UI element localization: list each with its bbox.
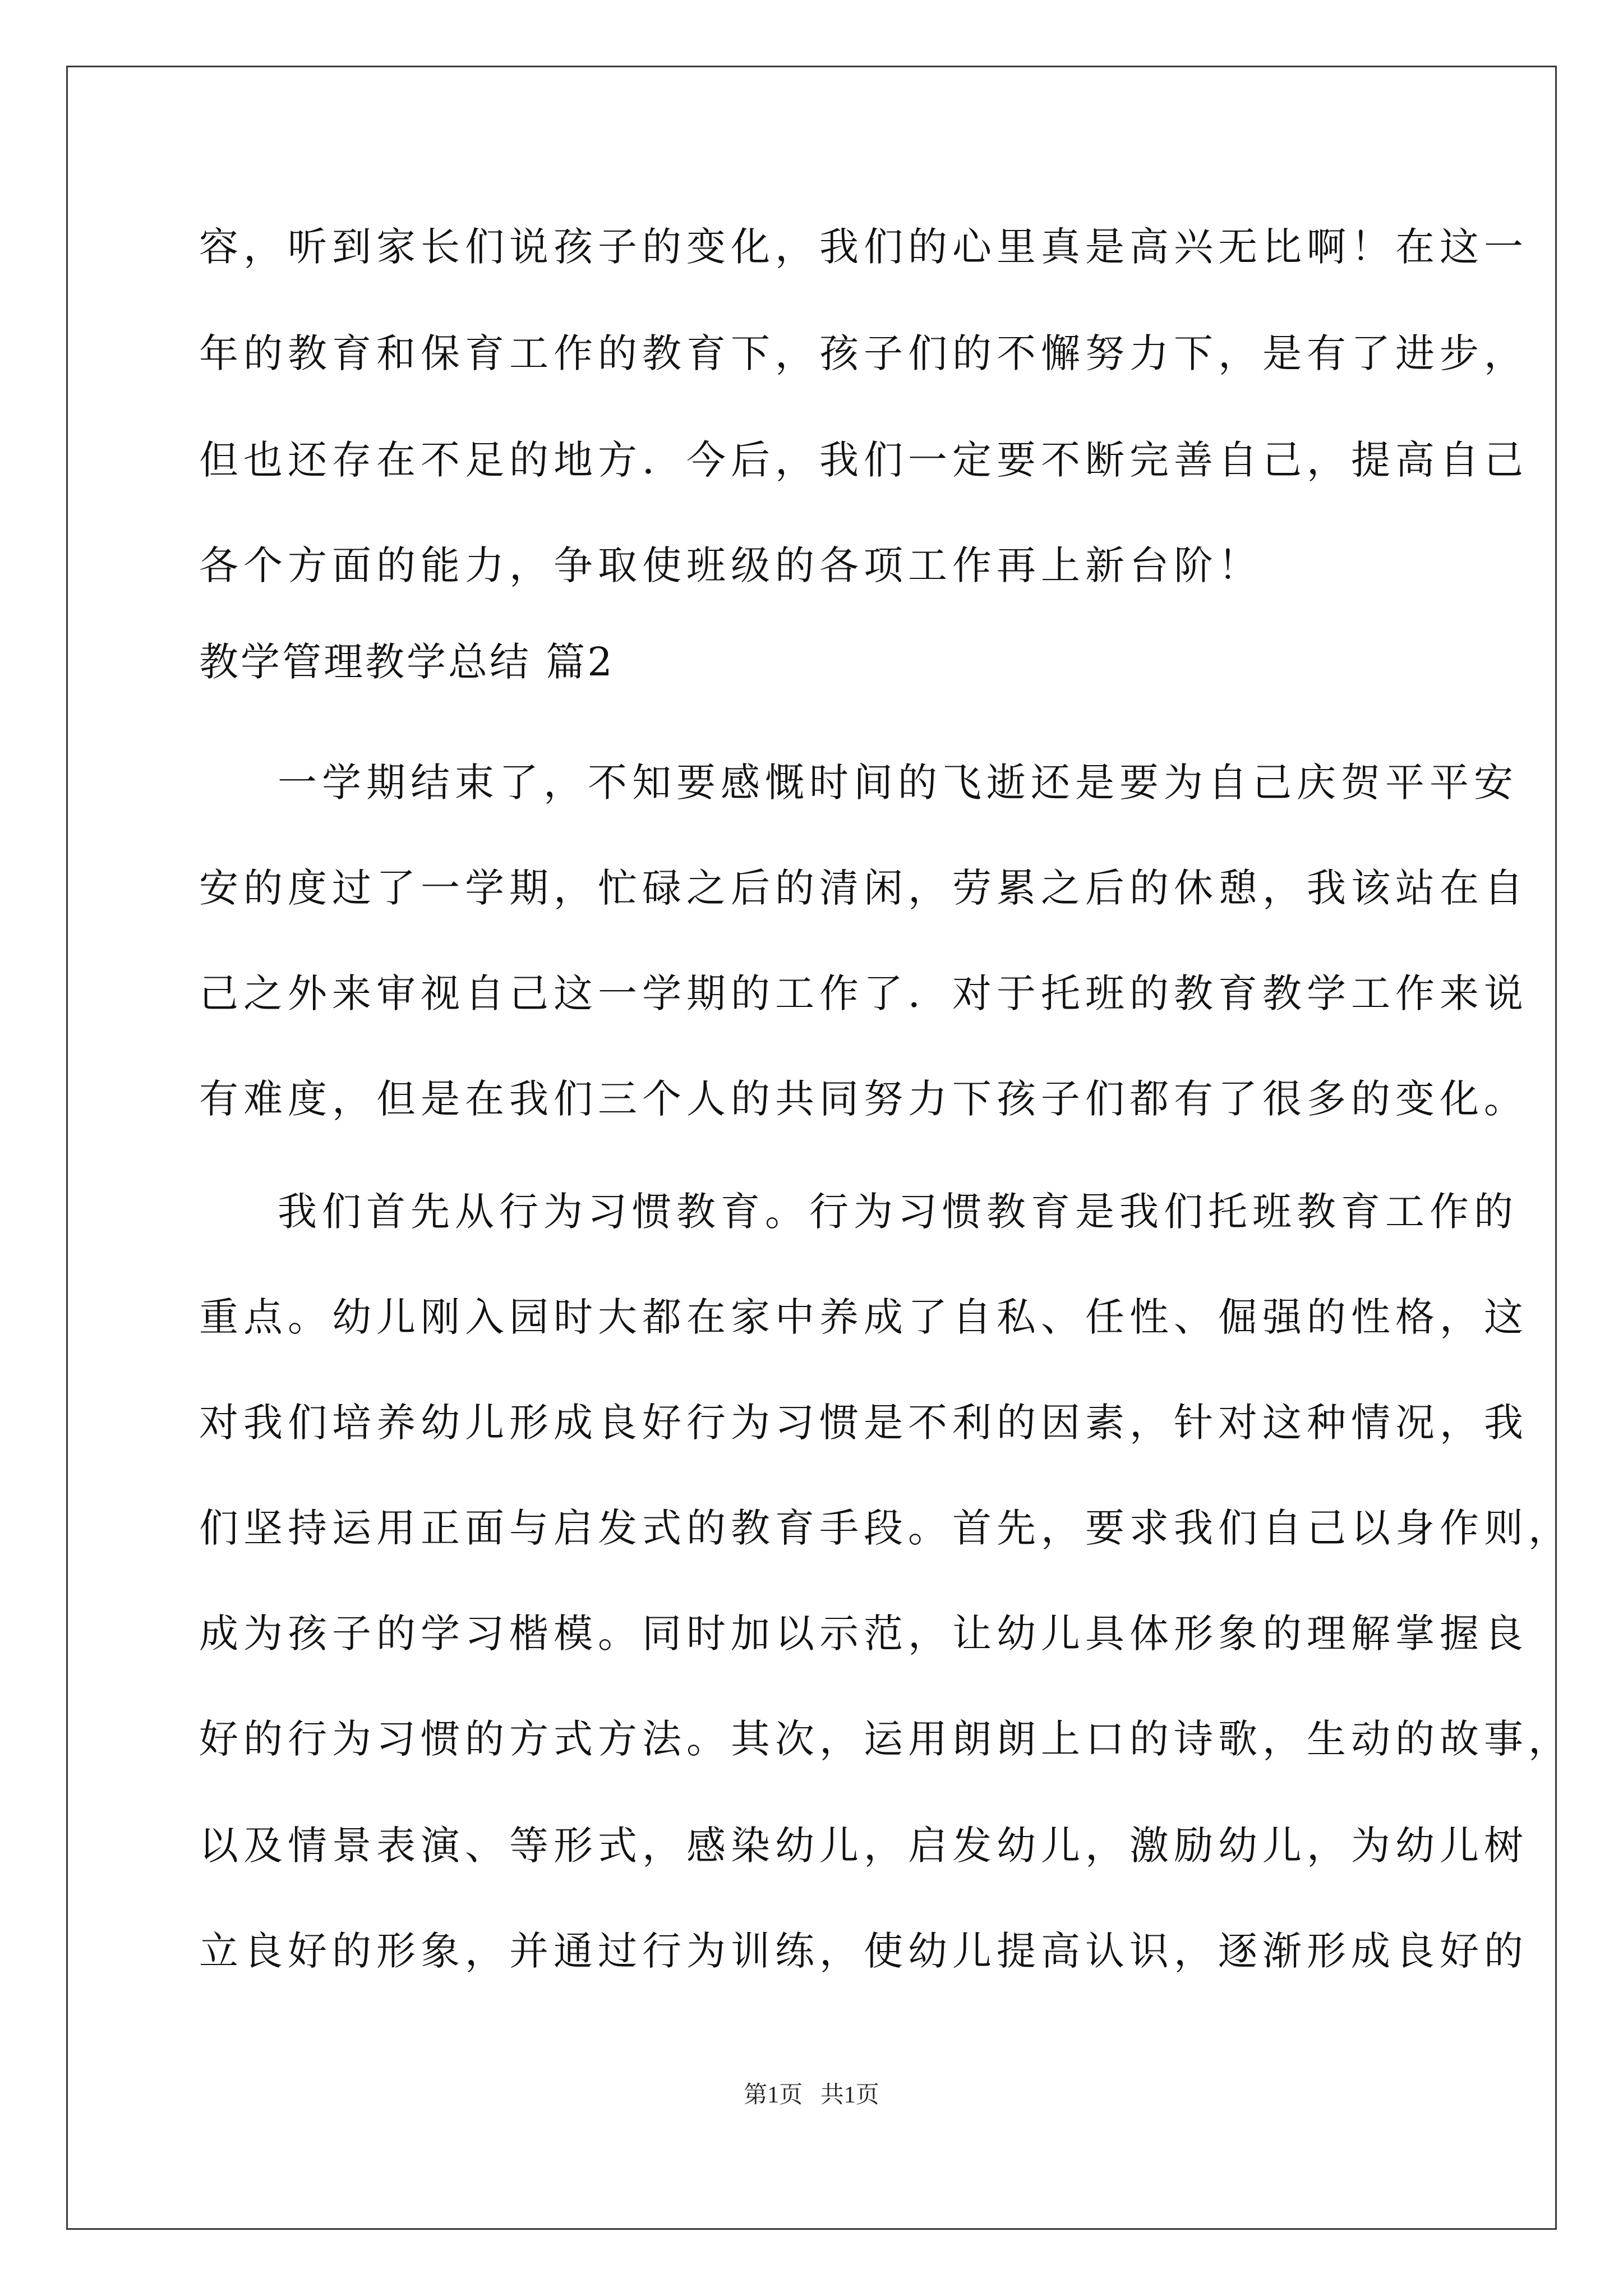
page-border: [66, 66, 1573, 2230]
paragraph-line: 安的度过了一学期，忙碌之后的清闲，劳累之后的休憩，我该站在自: [199, 865, 1528, 911]
paragraph-line: 容，听到家长们说孩子的变化，我们的心里真是高兴无比啊！在这一: [199, 224, 1528, 270]
paragraph-line: 我们首先从行为习惯教育。行为习惯教育是我们托班教育工作的: [278, 1189, 1518, 1235]
paragraph-line: 但也还存在不足的地方．今后，我们一定要不断完善自己，提高自己: [199, 437, 1528, 483]
paragraph-line: 对我们培养幼儿形成良好行为习惯是不利的因素，针对这种情况，我: [199, 1400, 1528, 1446]
paragraph-line: 好的行为习惯的方式方法。其次，运用朗朗上口的诗歌，生动的故事，: [199, 1716, 1573, 1762]
paragraph-line: 成为孩子的学习楷模。同时加以示范，让幼儿具体形象的理解掌握良: [199, 1611, 1528, 1657]
paragraph-line: 有难度，但是在我们三个人的共同努力下孩子们都有了很多的变化。: [199, 1076, 1528, 1122]
paragraph-line: 重点。幼儿刚入园时大都在家中养成了自私、任性、倔强的性格，这: [199, 1294, 1528, 1340]
paragraph-line: 一学期结束了，不知要感慨时间的飞逝还是要为自己庆贺平平安: [278, 760, 1518, 806]
paragraph-line: 各个方面的能力，争取使班级的各项工作再上新台阶！: [199, 542, 1262, 588]
paragraph-line: 年的教育和保育工作的教育下，孩子们的不懈努力下，是有了进步，: [199, 330, 1528, 376]
section-heading: 教学管理教学总结 篇2: [199, 639, 615, 685]
page-number-footer: 第1页 共1页: [744, 2082, 879, 2108]
paragraph-line: 己之外来审视自己这一学期的工作了．对于托班的教育教学工作来说: [199, 970, 1528, 1016]
paragraph-line: 们坚持运用正面与启发式的教育手段。首先，要求我们自己以身作则，: [199, 1505, 1573, 1551]
paragraph-line: 以及情景表演、等形式，感染幼儿，启发幼儿，激励幼儿，为幼儿树: [199, 1823, 1528, 1869]
paragraph-line: 立良好的形象，并通过行为训练，使幼儿提高认识，逐渐形成良好的: [199, 1928, 1528, 1974]
